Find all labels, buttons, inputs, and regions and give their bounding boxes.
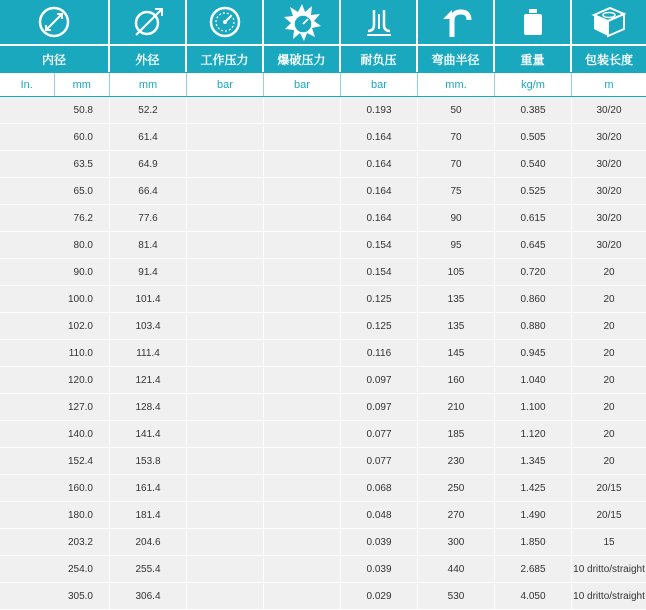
cell-bend-radius: 185 (418, 421, 495, 447)
cell-bend-radius: 530 (418, 583, 495, 609)
unit-mm: mm (72, 78, 91, 91)
cell-vacuum: 0.048 (341, 502, 418, 528)
cell-burst-pressure (264, 340, 341, 366)
cell-bend-radius: 250 (418, 475, 495, 501)
unit-burst-pressure: bar (264, 73, 341, 96)
cell-weight: 0.540 (495, 151, 572, 177)
table-row (0, 151, 646, 178)
cell-working-pressure (187, 313, 264, 339)
cell-working-pressure (187, 178, 264, 204)
cell-weight: 0.505 (495, 124, 572, 150)
cell-working-pressure (187, 529, 264, 555)
cell-inner-diameter: 254.0 (0, 556, 110, 582)
cell-burst-pressure (264, 232, 341, 258)
header-package-length: 包装长度 (584, 52, 633, 67)
cell-package-length: 30/20 (596, 239, 622, 251)
cell-outer-diameter: 91.4 (110, 259, 187, 285)
cell-working-pressure (187, 394, 264, 420)
unit-bend-radius: mm. (418, 73, 495, 96)
header-bend-radius: 弯曲半径 (418, 46, 495, 72)
table-row (0, 556, 646, 583)
unit-row (0, 72, 646, 97)
cell-bend-radius: 70 (418, 151, 495, 177)
header-burst-pressure: 爆破压力 (264, 46, 341, 72)
cell-working-pressure (187, 286, 264, 312)
cell-vacuum: 0.039 (341, 556, 418, 582)
cell-burst-pressure (264, 205, 341, 231)
cell-package-length: 20/15 (596, 509, 622, 521)
cell-package-length: 20 (603, 374, 615, 386)
cell-vacuum: 0.029 (341, 583, 418, 609)
cell-outer-diameter: 61.4 (110, 124, 187, 150)
cell-vacuum: 0.097 (341, 394, 418, 420)
cell-outer-diameter: 101.4 (110, 286, 187, 312)
cell-vacuum: 0.068 (341, 475, 418, 501)
table-row (0, 394, 646, 421)
cell-vacuum: 0.039 (341, 529, 418, 555)
cell-weight: 0.720 (495, 259, 572, 285)
cell-bend-radius: 50 (418, 97, 495, 123)
cell-outer-diameter: 204.6 (110, 529, 187, 555)
table-row (0, 232, 646, 259)
cell-outer-diameter: 141.4 (110, 421, 187, 447)
table-row (0, 259, 646, 286)
cell-inner-diameter: 50.8 (0, 97, 110, 123)
cell-bend-radius: 145 (418, 340, 495, 366)
unit-weight: kg/m (495, 73, 572, 96)
cell-burst-pressure (264, 97, 341, 123)
cell-vacuum: 0.125 (341, 313, 418, 339)
table-row (0, 124, 646, 151)
cell-package-length: 30/20 (596, 158, 622, 170)
cell-vacuum: 0.125 (341, 286, 418, 312)
cell-bend-radius: 160 (418, 367, 495, 393)
cell-working-pressure (187, 448, 264, 474)
header-vacuum: 耐负压 (341, 46, 418, 72)
cell-weight: 1.120 (495, 421, 572, 447)
cell-burst-pressure (264, 529, 341, 555)
cell-burst-pressure (264, 367, 341, 393)
table-body (0, 97, 646, 610)
cell-inner-diameter: 152.4 (0, 448, 110, 474)
icon-header-row (0, 0, 646, 44)
cell-inner-diameter: 110.0 (0, 340, 110, 366)
cell-burst-pressure (264, 502, 341, 528)
cell-package-length: 10 dritto/straight (573, 590, 645, 602)
cell-weight: 1.040 (495, 367, 572, 393)
cell-weight: 1.850 (495, 529, 572, 555)
cell-outer-diameter: 128.4 (110, 394, 187, 420)
header-inner-diameter: 内径 (0, 46, 110, 72)
table-row (0, 178, 646, 205)
cell-inner-diameter: 203.2 (0, 529, 110, 555)
unit-outer-diameter: mm (110, 73, 187, 96)
cell-package-length: 20 (603, 455, 615, 467)
cell-outer-diameter: 77.6 (110, 205, 187, 231)
cell-burst-pressure (264, 556, 341, 582)
cell-burst-pressure (264, 394, 341, 420)
cell-inner-diameter: 180.0 (0, 502, 110, 528)
cell-inner-diameter: 63.5 (0, 151, 110, 177)
cell-outer-diameter: 111.4 (110, 340, 187, 366)
cell-package-length: 10 dritto/straight (573, 563, 645, 575)
unit-inner-diameter (0, 73, 110, 96)
cell-inner-diameter: 100.0 (0, 286, 110, 312)
cell-weight: 4.050 (495, 583, 572, 609)
unit-package-length: m (604, 78, 614, 91)
cell-weight: 0.525 (495, 178, 572, 204)
table-row (0, 529, 646, 556)
cell-working-pressure (187, 502, 264, 528)
cell-weight: 0.385 (495, 97, 572, 123)
cell-inner-diameter: 160.0 (0, 475, 110, 501)
table-row (0, 583, 646, 610)
cell-weight: 0.945 (495, 340, 572, 366)
table-row (0, 448, 646, 475)
cell-vacuum: 0.164 (341, 124, 418, 150)
cell-outer-diameter: 64.9 (110, 151, 187, 177)
cell-bend-radius: 210 (418, 394, 495, 420)
vacuum-icon (341, 0, 418, 44)
cell-vacuum: 0.164 (341, 178, 418, 204)
cell-bend-radius: 135 (418, 313, 495, 339)
cell-outer-diameter: 153.8 (110, 448, 187, 474)
cell-package-length: 20 (603, 401, 615, 413)
cell-inner-diameter: 305.0 (0, 583, 110, 609)
cell-inner-diameter: 127.0 (0, 394, 110, 420)
cell-vacuum: 0.154 (341, 232, 418, 258)
cell-vacuum: 0.154 (341, 259, 418, 285)
cell-package-length: 30/20 (596, 131, 622, 143)
cell-working-pressure (187, 97, 264, 123)
cell-package-length: 30/20 (596, 104, 622, 116)
cell-outer-diameter: 161.4 (110, 475, 187, 501)
table-row (0, 475, 646, 502)
cell-package-length: 30/20 (596, 185, 622, 197)
inner-diameter-icon (0, 0, 110, 44)
cell-burst-pressure (264, 448, 341, 474)
cell-burst-pressure (264, 259, 341, 285)
cell-outer-diameter: 103.4 (110, 313, 187, 339)
header-working-pressure: 工作压力 (187, 46, 264, 72)
cell-bend-radius: 440 (418, 556, 495, 582)
cell-package-length: 20 (603, 347, 615, 359)
header-weight: 重量 (495, 46, 572, 72)
cell-package-length: 20/15 (596, 482, 622, 494)
cell-weight: 1.425 (495, 475, 572, 501)
cell-inner-diameter: 120.0 (0, 367, 110, 393)
weight-icon (495, 0, 572, 44)
cell-inner-diameter: 80.0 (0, 232, 110, 258)
unit-working-pressure: bar (187, 73, 264, 96)
table-row (0, 205, 646, 232)
cell-working-pressure (187, 340, 264, 366)
cell-bend-radius: 300 (418, 529, 495, 555)
cell-outer-diameter: 181.4 (110, 502, 187, 528)
unit-inch: In. (0, 73, 55, 96)
package-icon (572, 0, 646, 44)
cell-burst-pressure (264, 286, 341, 312)
table-row (0, 502, 646, 529)
cell-working-pressure (187, 583, 264, 609)
cell-outer-diameter: 52.2 (110, 97, 187, 123)
cell-vacuum: 0.116 (341, 340, 418, 366)
cell-burst-pressure (264, 583, 341, 609)
table-row (0, 313, 646, 340)
cell-working-pressure (187, 124, 264, 150)
cell-working-pressure (187, 259, 264, 285)
table-row (0, 421, 646, 448)
cell-weight: 0.880 (495, 313, 572, 339)
cell-weight: 0.860 (495, 286, 572, 312)
cell-working-pressure (187, 421, 264, 447)
cell-package-length: 20 (603, 293, 615, 305)
cell-outer-diameter: 306.4 (110, 583, 187, 609)
cell-bend-radius: 270 (418, 502, 495, 528)
cell-inner-diameter: 140.0 (0, 421, 110, 447)
cell-package-length: 20 (603, 320, 615, 332)
cell-outer-diameter: 66.4 (110, 178, 187, 204)
pressure-gauge-icon (187, 0, 264, 44)
cell-outer-diameter: 81.4 (110, 232, 187, 258)
cell-inner-diameter: 90.0 (0, 259, 110, 285)
cell-weight: 1.100 (495, 394, 572, 420)
cell-working-pressure (187, 475, 264, 501)
cell-package-length: 30/20 (596, 212, 622, 224)
cell-working-pressure (187, 151, 264, 177)
outer-diameter-icon (110, 0, 187, 44)
cell-burst-pressure (264, 421, 341, 447)
unit-vacuum: bar (341, 73, 418, 96)
cell-bend-radius: 75 (418, 178, 495, 204)
cell-working-pressure (187, 367, 264, 393)
cell-weight: 1.490 (495, 502, 572, 528)
cell-working-pressure (187, 205, 264, 231)
cell-outer-diameter: 255.4 (110, 556, 187, 582)
cell-bend-radius: 70 (418, 124, 495, 150)
cell-inner-diameter: 102.0 (0, 313, 110, 339)
cell-outer-diameter: 121.4 (110, 367, 187, 393)
cell-vacuum: 0.164 (341, 205, 418, 231)
table-row (0, 97, 646, 124)
cell-weight: 0.645 (495, 232, 572, 258)
cell-bend-radius: 95 (418, 232, 495, 258)
cell-inner-diameter: 65.0 (0, 178, 110, 204)
cell-working-pressure (187, 232, 264, 258)
cell-bend-radius: 135 (418, 286, 495, 312)
cell-burst-pressure (264, 475, 341, 501)
bend-radius-icon (418, 0, 495, 44)
cell-weight: 1.345 (495, 448, 572, 474)
cell-package-length: 20 (603, 266, 615, 278)
cell-weight: 2.685 (495, 556, 572, 582)
cell-bend-radius: 90 (418, 205, 495, 231)
cell-package-length: 20 (603, 428, 615, 440)
cell-vacuum: 0.193 (341, 97, 418, 123)
cell-bend-radius: 230 (418, 448, 495, 474)
cell-vacuum: 0.164 (341, 151, 418, 177)
table-row (0, 367, 646, 394)
cell-package-length: 15 (603, 536, 615, 548)
header-outer-diameter: 外径 (110, 46, 187, 72)
table-row (0, 340, 646, 367)
cell-burst-pressure (264, 178, 341, 204)
cell-vacuum: 0.097 (341, 367, 418, 393)
cell-burst-pressure (264, 313, 341, 339)
cell-inner-diameter: 60.0 (0, 124, 110, 150)
table-row (0, 286, 646, 313)
cell-vacuum: 0.077 (341, 421, 418, 447)
cell-inner-diameter: 76.2 (0, 205, 110, 231)
cell-burst-pressure (264, 124, 341, 150)
burst-gauge-icon (264, 0, 341, 44)
cell-weight: 0.615 (495, 205, 572, 231)
cell-burst-pressure (264, 151, 341, 177)
cell-bend-radius: 105 (418, 259, 495, 285)
cell-working-pressure (187, 556, 264, 582)
header-row (0, 44, 646, 72)
cell-vacuum: 0.077 (341, 448, 418, 474)
